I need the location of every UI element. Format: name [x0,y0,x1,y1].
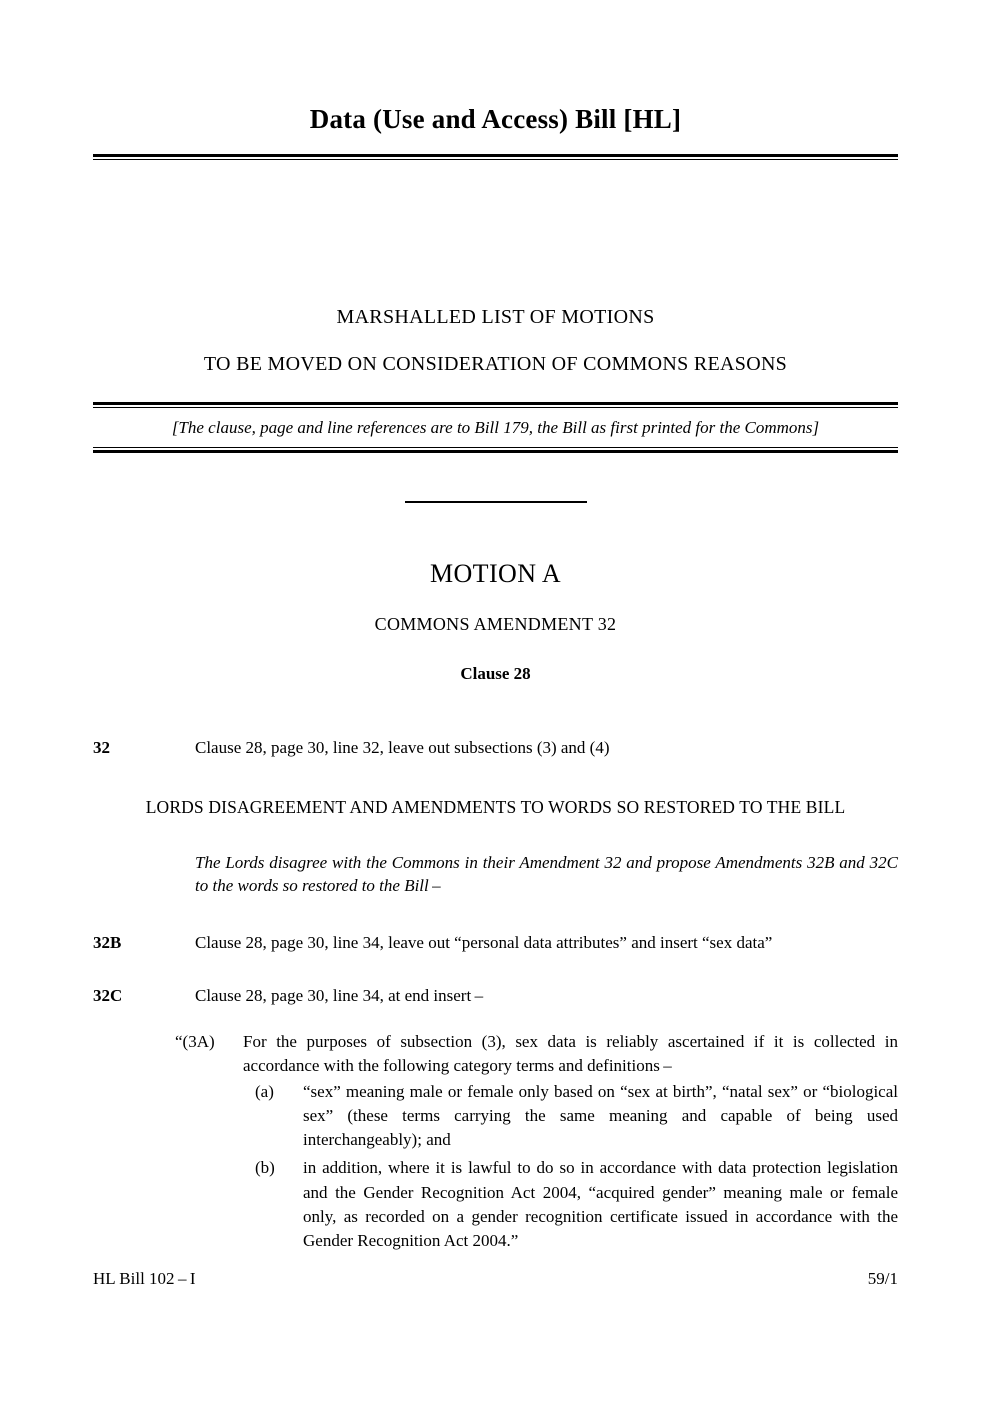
disagreement-heading: LORDS DISAGREEMENT AND AMENDMENTS TO WORDS SO RESTORED TO THE BILL [145,796,846,817]
note-rule-top-thick [93,402,898,405]
page-number: 59/1 [867,1269,898,1288]
motion-title: MOTION A [429,559,562,589]
amendment-row-32b [93,931,898,955]
document-title: Data (Use and Access) Bill [HL] [309,104,682,134]
heading-to-be-moved: TO BE MOVED ON CONSIDERATION OF COMMONS REASONS [203,353,788,376]
amendment-number: 32C [93,985,123,1005]
paragraph-text: in addition, where it is lawful to do so in accordance with data protection legislation and the Gender Recognition Act 2004, “acquired gender” meaning male or female only, as recorded on a gender recognition certificate issued in accordance with the Gender Recognition Act 2004.” [303,1158,898,1250]
short-divider-rule [405,501,587,503]
section-divider [93,501,898,503]
amendment-number: 32B [93,932,122,952]
amendment-text: Clause 28, page 30, line 34, leave out “personal data attributes” and insert “sex data” [195,932,773,952]
amendment-row-32 [93,736,898,760]
reference-note-band [93,402,898,453]
subsection-text: For the purposes of subsection (3), sex data is reliably ascertained if it is collected in accordance with the following category terms and definitions – [243,1031,898,1075]
document-headings [93,305,898,377]
page-footer [93,1269,898,1289]
amendment-text: Clause 28, page 30, line 34, at end insert – [195,985,484,1005]
paragraph-marker: (b) [255,1158,275,1178]
inserted-subsection-3a [175,1030,898,1078]
paragraph-marker: (a) [255,1082,274,1102]
inserted-text-block [93,1030,898,1253]
paragraph-text: “sex” meaning male or female only based on “sex at birth”, “natal sex” or “biological sex” (these terms carrying the same meaning and capable of being used interchangeably); and [303,1082,898,1150]
note-rule-bottom-thin [93,447,898,448]
title-rule [93,154,898,160]
note-rule-bottom-thick [93,450,898,453]
disagreement-note: The Lords disagree with the Commons in their Amendment 32 and propose Amendments 32B and 32C to the words so restored to the Bill – [195,852,898,896]
amendment-row-32c [93,984,898,1008]
clause-heading: Clause 28 [460,664,531,684]
bill-reference: HL Bill 102 – I [93,1269,196,1288]
title-rule-thick [93,154,898,157]
amendment-number: 32 [93,738,110,758]
heading-marshalled-list: MARSHALLED LIST OF MOTIONS [336,306,655,329]
subsection-marker: “(3A) [175,1031,215,1051]
reference-note: [The clause, page and line references are to Bill 179, the Bill as first printed for the Commons] [171,418,820,438]
amendment-text: Clause 28, page 30, line 32, leave out subsections (3) and (4) [195,738,610,758]
inserted-paragraph-b [255,1156,898,1253]
title-rule-thin [93,159,898,160]
inserted-paragraph-a [255,1080,898,1152]
motion-subtitle: COMMONS AMENDMENT 32 [374,614,617,635]
note-rule-bottom [93,447,898,453]
